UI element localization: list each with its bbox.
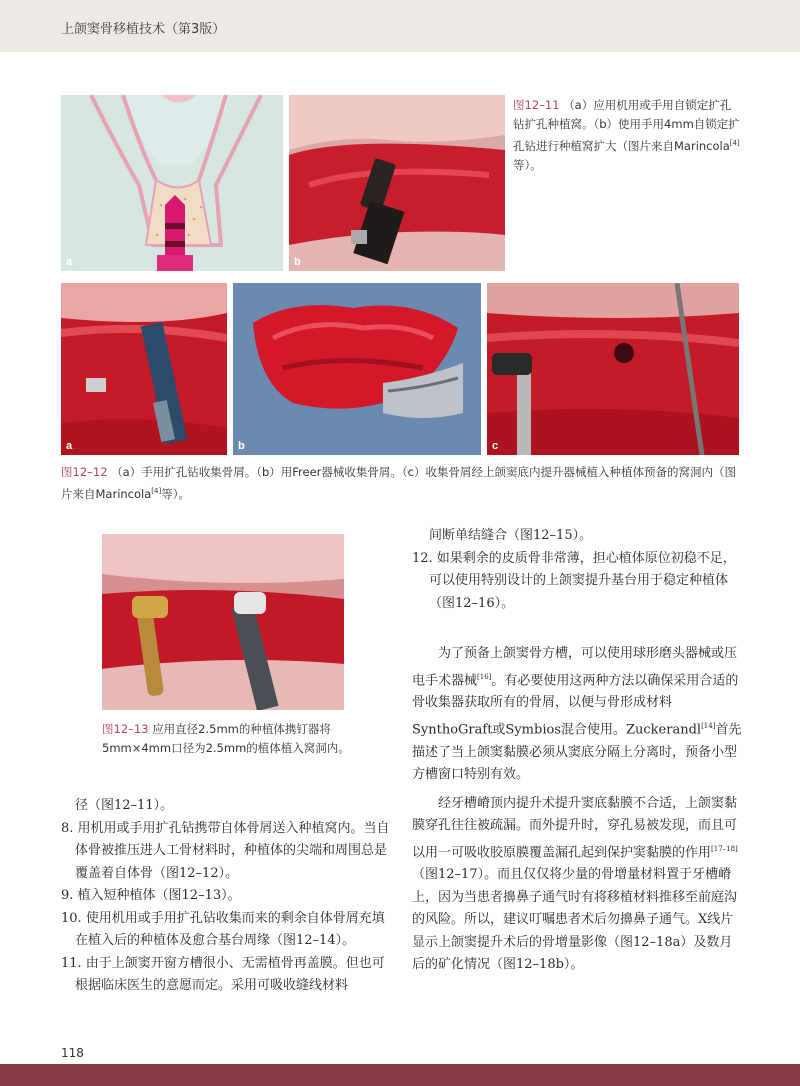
figure-12-12b-photo	[233, 283, 481, 455]
body-left-column	[61, 795, 391, 998]
body-text: 首先描述了当上颌窦黏膜必须从窦底分隔上分离时，预备小型方槽窗口特别有效。	[412, 722, 742, 783]
citation: [14]	[701, 721, 716, 730]
book-title: 上颌窦骨移植技术（第3版）	[61, 22, 226, 37]
body-line: 间断单结缝合（图12–15）。	[429, 528, 593, 543]
caption-number: 图12–12	[61, 465, 108, 479]
body-paragraph	[412, 793, 742, 977]
panel-label: c	[492, 440, 499, 452]
body-text: 。有必要使用这两种方法以确保采用合适的骨收集器获取所有的骨屑，以便与骨形成材料SynthoGraft或Symbios混合使用。Zuckerandl	[412, 672, 739, 738]
panel-label: b	[294, 256, 301, 268]
figure-12-11-caption	[513, 96, 741, 175]
figure-12-11b-photo	[289, 95, 505, 271]
caption-text: 等）。	[513, 157, 542, 172]
citation: [16]	[477, 672, 492, 681]
list-item-9: 9. 植入短种植体（图12–13）。	[61, 888, 241, 903]
body-line: 径（图12–11）。	[75, 798, 174, 813]
list-item-8: 8. 用机用或手用扩孔钻携带自体骨屑送入种植窝内。当自体骨被推压进人工骨材料时，种植体的尖端和周围总是覆盖着自体骨（图12–12）。	[61, 820, 390, 881]
caption-text: 应用直径2.5mm的种植体携钉器将5mm×4mm口径为2.5mm的植体植入窝洞内。	[102, 722, 350, 755]
panel-label: a	[66, 440, 73, 452]
body-text: （图12–17）。而且仅仅将少量的骨增量材料置于牙槽嵴上，因为当患者擤鼻子通气时有将移植材料推移至前庭沟的风险。所以，建议叮嘱患者术后勿擤鼻子通气。X线片显示上颌窦提升术后的骨增量影像（图12–18a）及数月后的矿化情况（图12–18b）。	[412, 867, 738, 973]
citation: [17–18]	[711, 844, 738, 853]
caption-number: 图12–13	[102, 722, 149, 736]
list-item-10: 10. 使用机用或手用扩孔钻收集而来的剩余自体骨屑充填在植入后的种植体及愈合基台周缘（图12–14）。	[61, 910, 385, 948]
body-text: 经牙槽嵴顶内提升术提升窦底黏膜不合适，上颌窦黏膜穿孔往往被疏漏。而外提升时，穿孔易被发现，而且可以用一可吸收胶原膜覆盖漏孔起到保护窦黏膜的作用	[412, 795, 738, 860]
figure-12-13-caption	[102, 720, 360, 758]
figure-12-13-photo	[102, 534, 344, 710]
caption-text: 等）。	[161, 486, 190, 501]
running-header	[0, 0, 800, 52]
figure-12-12a-photo	[61, 283, 227, 455]
list-item-12: 12. 如果剩余的皮质骨非常薄，担心植体原位初稳不足，可以使用特别设计的上颌窦提升基台用于稳定种植体（图12–16）。	[412, 550, 736, 611]
page-number: 118	[61, 1046, 84, 1060]
body-right-column	[412, 525, 742, 977]
figure-12-12c-photo	[487, 283, 739, 455]
body-paragraph	[412, 643, 742, 787]
caption-text: （a）手用扩孔钻收集骨屑。（b）用Freer器械收集骨屑。（c）收集骨屑经上颌窦底内提升器械植入种植体预备的窝洞内（图片来自Marincola	[61, 465, 736, 501]
figure-12-11a-illustration	[61, 95, 283, 271]
footer-band	[0, 1064, 800, 1086]
citation: [4]	[729, 139, 740, 147]
caption-text: （a）应用机用或手用自锁定扩孔钻扩孔种植窝。（b）使用手用4mm自锁定扩孔钻进行种植窝扩大（图片来自Marincola	[513, 98, 740, 153]
panel-label: a	[66, 256, 73, 268]
citation: [4]	[151, 487, 162, 495]
list-item-11: 11. 由于上颌窦开窗方槽很小、无需植骨再盖膜。但也可根据临床医生的意愿而定。采用可吸收缝线材料	[61, 955, 385, 993]
caption-number: 图12–11	[513, 98, 560, 112]
panel-label: b	[238, 440, 245, 452]
figure-12-12-caption	[61, 463, 741, 504]
body-text: 为了预备上颌窦骨方槽，可以使用球形磨头器械或压电手术器械	[412, 646, 738, 688]
